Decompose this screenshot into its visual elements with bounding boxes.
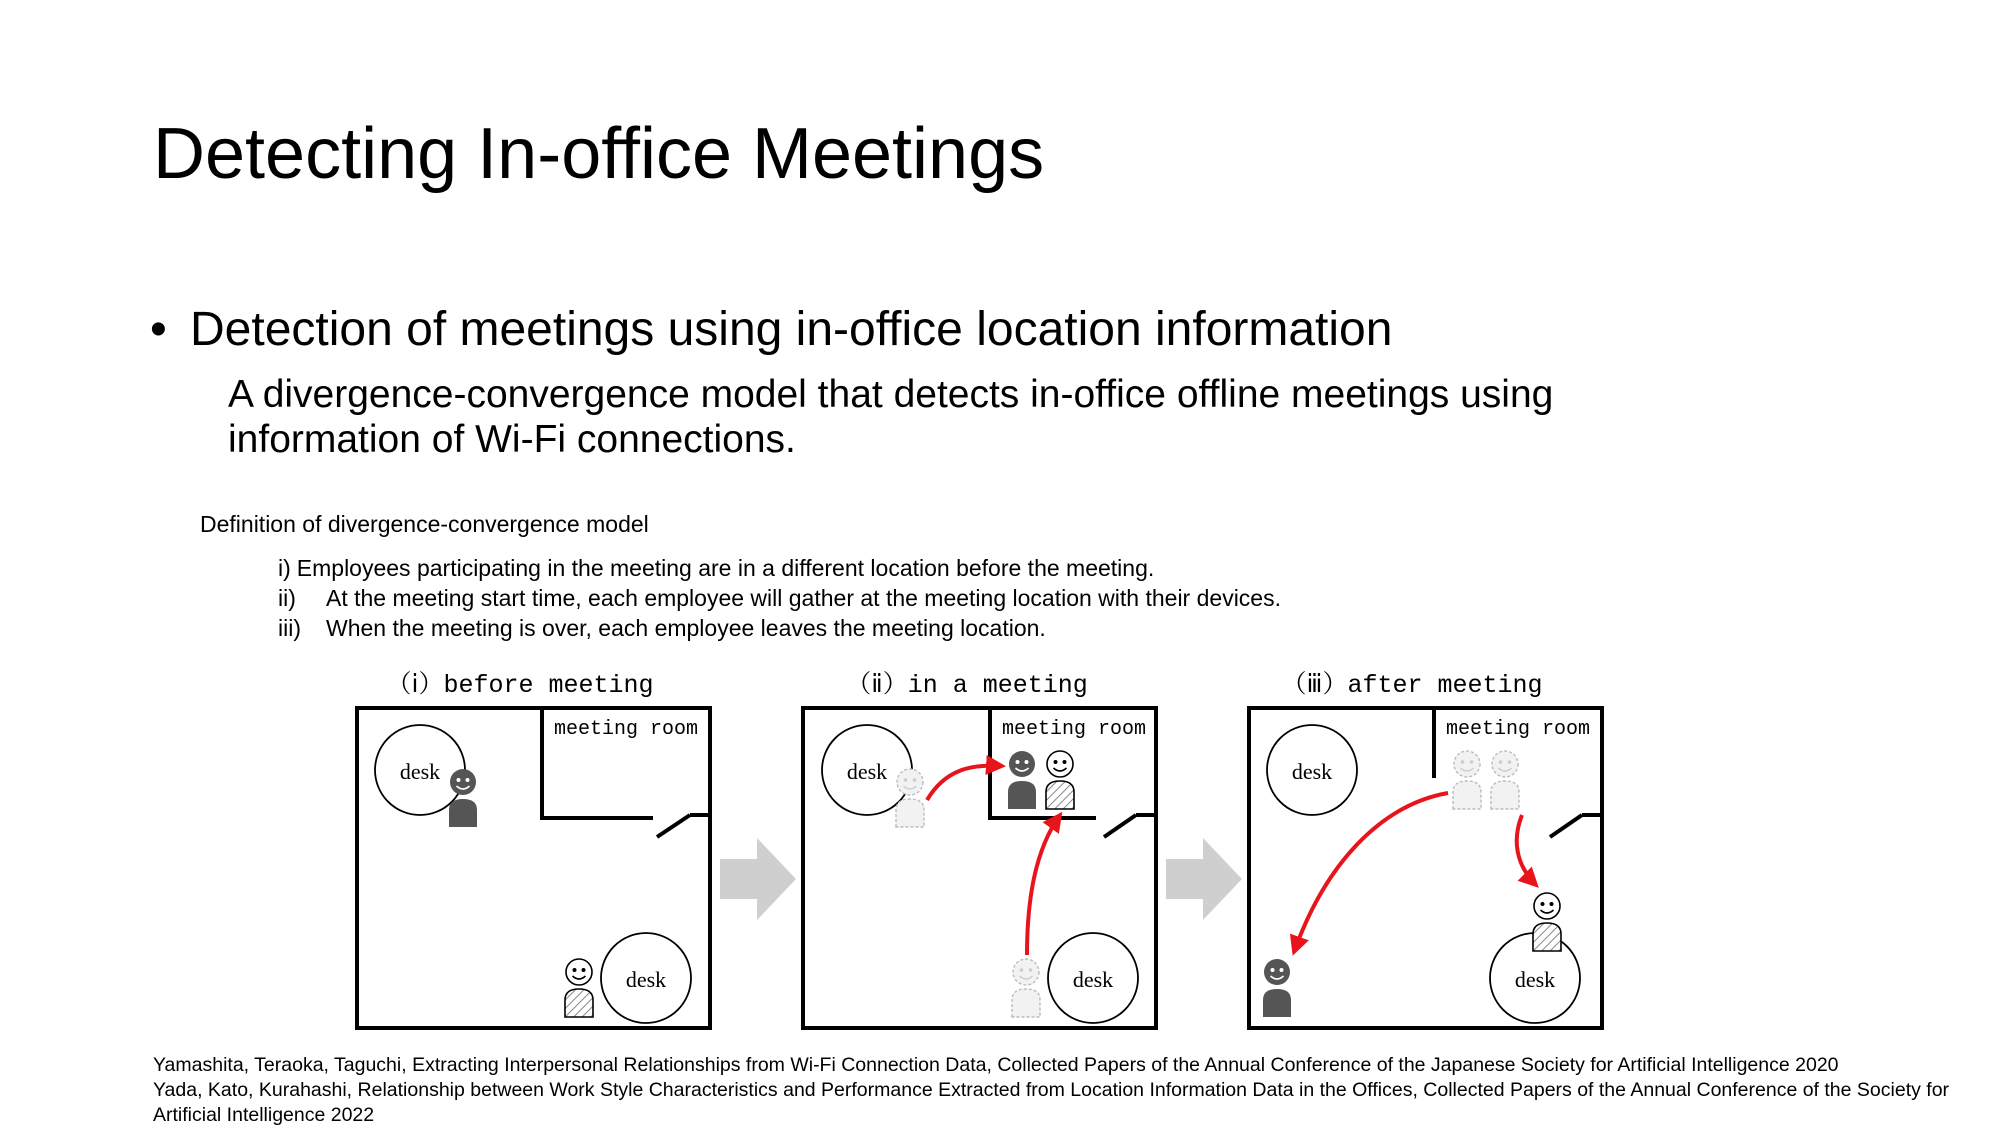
definition-number: i) [278,555,291,581]
meeting-room-label: meeting room [1001,718,1147,741]
bullet-text: Detection of meetings using in-office location information [190,303,1393,356]
transition-arrow-icon [1166,838,1242,920]
slide-title: Detecting In-office Meetings [153,114,1045,194]
panel-before-meeting [357,670,710,1028]
ghost-employee-icon [1453,751,1481,809]
subtext-line-1: A divergence-convergence model that detects in-office offline meetings using [228,373,1554,416]
desk-label: desk [625,967,667,992]
employee-b-icon [1046,751,1074,809]
desk-label: desk [1514,967,1556,992]
panel-caption: （ⅱ）in a meeting [846,671,1088,700]
meeting-room-door [657,815,690,837]
employee-a-icon [1008,751,1036,809]
definition-number: iii) [278,615,301,641]
ghost-employee-icon [1491,751,1519,809]
employee-b-icon [1533,893,1561,951]
definition-item [278,583,1281,613]
references [153,1053,1993,1128]
definition-text: When the meeting is over, each employee leaves the meeting location. [326,615,1046,641]
reference-line: Yada, Kato, Kurahashi, Relationship between Work Style Characteristics and Performance Extracted from Location Information Data in the Offices, Collected Papers of the Annual Conference of the Society for Artificial Intelligence 2022 [153,1079,1950,1126]
panel-caption: （ⅲ）after meeting [1281,671,1543,700]
panel-in-a-meeting [803,670,1156,1028]
bullet-subtext [228,372,1848,462]
definition-text: At the meeting start time, each employee will gather at the meeting location with their devices. [326,585,1281,611]
desk-label: desk [1291,759,1333,784]
definition-heading: Definition of divergence-convergence model [200,511,649,537]
employee-a-icon [1263,959,1291,1017]
desk-label: desk [846,759,888,784]
movement-arrow [1027,815,1060,955]
reference-line: Yamashita, Teraoka, Taguchi, Extracting Interpersonal Relationships from Wi-Fi Connection Data, Collected Papers of the Annual Conference of the Japanese Society for Artificial Intelligence 2020 [153,1054,1839,1076]
meeting-room-label: meeting room [553,718,699,741]
bullet-symbol: • [150,303,167,356]
panel-caption: （ⅰ）before meeting [386,671,654,700]
definition-item [278,613,1281,643]
meeting-model-diagram [340,660,1630,1045]
subtext-line-2: information of Wi-Fi connections. [228,418,796,461]
meeting-room-door [1104,815,1136,837]
panel-after-meeting [1249,670,1602,1028]
meeting-room-door [1550,815,1582,837]
movement-arrow [1294,793,1448,952]
definition-text: Employees participating in the meeting are in a different location before the meeting. [296,555,1155,581]
definition-number: ii) [278,585,296,611]
movement-arrow [1517,815,1536,885]
employee-b-icon [565,959,593,1017]
meeting-room-label: meeting room [1445,718,1591,741]
bullet-point [150,303,1393,356]
desk-label: desk [399,759,441,784]
desk-label: desk [1072,967,1114,992]
transition-arrow-icon [720,838,796,920]
definition-list [278,553,1281,643]
ghost-employee-icon [1012,959,1040,1017]
definition-item [278,553,1281,583]
